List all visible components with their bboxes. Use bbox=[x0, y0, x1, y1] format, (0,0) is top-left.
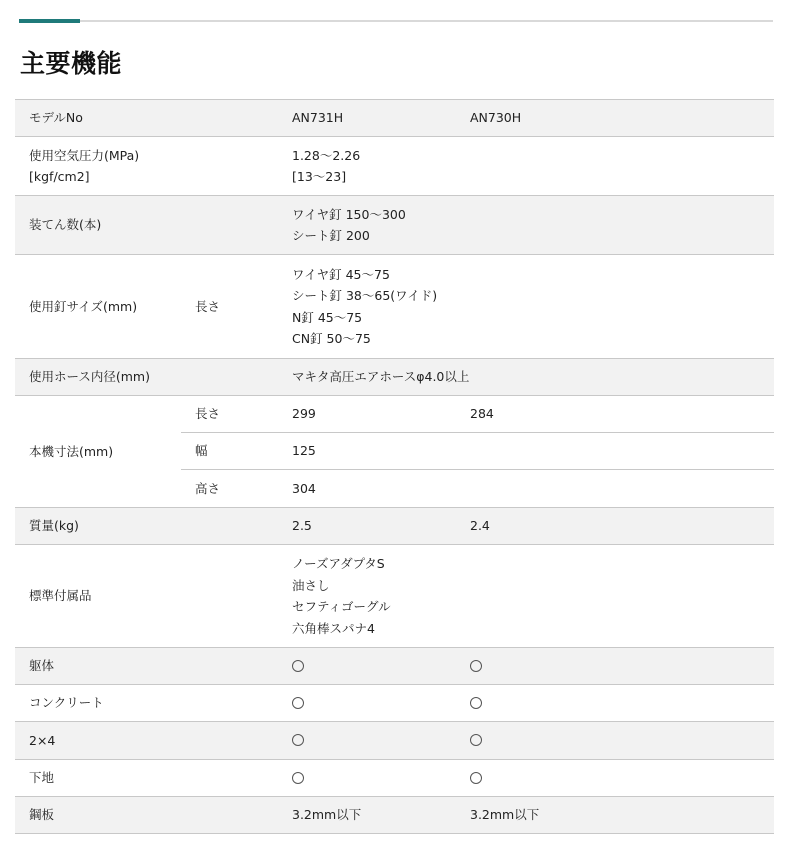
row-sub-empty bbox=[181, 137, 292, 196]
height-value: 304 bbox=[292, 470, 774, 508]
spec-table bbox=[15, 99, 774, 834]
top-divider bbox=[19, 20, 773, 22]
row-sub-empty bbox=[181, 196, 292, 255]
accessories-value bbox=[292, 545, 774, 648]
value-line: セフティゴーグル bbox=[292, 599, 391, 614]
row-label-dimensions: 本機寸法(mm) bbox=[15, 396, 181, 508]
row-sub-empty bbox=[181, 722, 292, 760]
row-label-frame: 躯体 bbox=[15, 648, 181, 685]
table-row-air-pressure bbox=[15, 137, 774, 196]
supported-circle-icon bbox=[470, 660, 482, 672]
nail-size-value bbox=[292, 255, 774, 359]
row-sub-empty bbox=[181, 760, 292, 797]
row-label-air-pressure: 使用空気圧力(MPa)[kgf/cm2] bbox=[15, 137, 181, 196]
value-line: ノーズアダプタS bbox=[292, 556, 385, 571]
supported-circle-icon bbox=[292, 697, 304, 709]
row-sub-length: 長さ bbox=[181, 255, 292, 359]
row-sub-empty bbox=[181, 685, 292, 722]
row-sub-empty bbox=[181, 100, 292, 137]
concrete-an731h bbox=[292, 685, 470, 722]
length-an731h: 299 bbox=[292, 396, 470, 433]
row-sub-empty bbox=[181, 797, 292, 834]
weight-an731h: 2.5 bbox=[292, 508, 470, 545]
row-label-base: 下地 bbox=[15, 760, 181, 797]
value-line: CN釘 50～75 bbox=[292, 331, 371, 346]
row-sub-width: 幅 bbox=[181, 433, 292, 470]
value-line: ワイヤ釘 45～75 bbox=[292, 266, 390, 282]
supported-circle-icon bbox=[470, 772, 482, 784]
table-row-concrete bbox=[15, 685, 774, 722]
capacity-value bbox=[292, 196, 774, 255]
table-row-nail-size bbox=[15, 255, 774, 359]
model-an731h: AN731H bbox=[292, 100, 470, 137]
value-line: 油さし bbox=[292, 577, 330, 593]
concrete-an730h bbox=[470, 685, 774, 722]
row-label-accessories: 標準付属品 bbox=[15, 545, 181, 648]
table-row-accessories bbox=[15, 545, 774, 648]
value-line: [13～23] bbox=[292, 169, 347, 184]
supported-circle-icon bbox=[470, 697, 482, 709]
row-label-steel-plate: 鋼板 bbox=[15, 797, 181, 834]
value-line: シート釘 200 bbox=[292, 228, 370, 243]
row-sub-empty bbox=[181, 648, 292, 685]
top-divider-accent bbox=[19, 19, 80, 23]
row-sub-empty bbox=[181, 359, 292, 396]
page-title: 主要機能 bbox=[20, 49, 123, 78]
table-row-frame bbox=[15, 648, 774, 685]
steel-plate-an731h: 3.2mm以下 bbox=[292, 797, 470, 834]
width-value: 125 bbox=[292, 433, 774, 470]
row-label-weight: 質量(kg) bbox=[15, 508, 181, 545]
supported-circle-icon bbox=[292, 660, 304, 672]
two-by-four-an731h bbox=[292, 722, 470, 760]
table-row-dimension-length bbox=[15, 396, 774, 433]
row-sub-length: 長さ bbox=[181, 396, 292, 433]
value-line: 1.28～2.26 bbox=[292, 147, 361, 163]
row-sub-empty bbox=[181, 545, 292, 648]
table-row-model bbox=[15, 100, 774, 137]
value-line: 六角棒スパナ4 bbox=[292, 620, 375, 636]
model-an730h: AN730H bbox=[470, 100, 774, 137]
supported-circle-icon bbox=[292, 734, 304, 746]
table-row-steel-plate bbox=[15, 797, 774, 834]
value-line: ワイヤ釘 150～300 bbox=[292, 206, 406, 222]
hose-value: マキタ高圧エアホースφ4.0以上 bbox=[292, 359, 774, 396]
frame-an731h bbox=[292, 648, 470, 685]
row-sub-height: 高さ bbox=[181, 470, 292, 508]
table-row-base bbox=[15, 760, 774, 797]
row-label-concrete: コンクリート bbox=[15, 685, 181, 722]
two-by-four-an730h bbox=[470, 722, 774, 760]
base-an730h bbox=[470, 760, 774, 797]
row-label-hose: 使用ホース内径(mm) bbox=[15, 359, 181, 396]
table-row-two-by-four bbox=[15, 722, 774, 760]
row-label-capacity: 装てん数(本) bbox=[15, 196, 181, 255]
frame-an730h bbox=[470, 648, 774, 685]
row-sub-empty bbox=[181, 508, 292, 545]
value-line: N釘 45～75 bbox=[292, 309, 363, 325]
value-line: シート釘 38～65(ワイド) bbox=[292, 288, 438, 303]
row-label-two-by-four: 2×4 bbox=[15, 722, 181, 760]
steel-plate-an730h: 3.2mm以下 bbox=[470, 797, 774, 834]
base-an731h bbox=[292, 760, 470, 797]
row-label-model: モデルNo bbox=[15, 100, 181, 137]
weight-an730h: 2.4 bbox=[470, 508, 774, 545]
length-an730h: 284 bbox=[470, 396, 774, 433]
table-row-weight bbox=[15, 508, 774, 545]
air-pressure-value bbox=[292, 137, 774, 196]
table-row-capacity bbox=[15, 196, 774, 255]
row-label-nail-size: 使用釘サイズ(mm) bbox=[15, 255, 181, 359]
supported-circle-icon bbox=[470, 734, 482, 746]
table-row-hose bbox=[15, 359, 774, 396]
supported-circle-icon bbox=[292, 772, 304, 784]
